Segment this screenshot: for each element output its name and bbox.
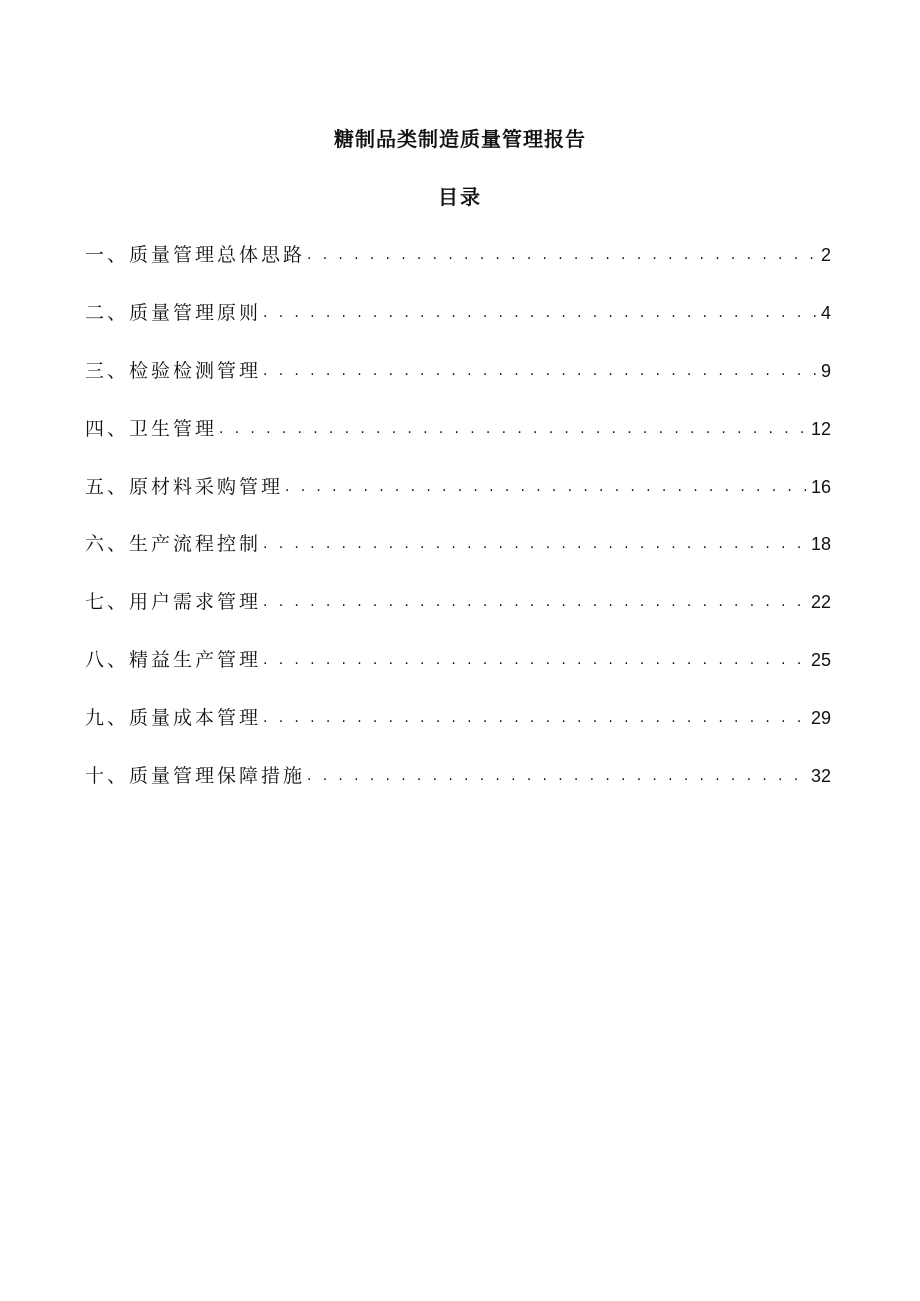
toc-entry-label: 十、质量管理保障措施 xyxy=(85,765,306,788)
toc-dot-leader xyxy=(263,527,807,559)
toc-dot-leader xyxy=(263,585,807,617)
toc-entry-label: 二、质量管理原则 xyxy=(85,301,262,324)
toc-page-number: 12 xyxy=(810,418,831,439)
toc-entry[interactable] xyxy=(85,645,831,675)
toc-entry[interactable] xyxy=(85,529,831,559)
toc-entry[interactable] xyxy=(85,356,831,386)
toc-entry-label: 四、卫生管理 xyxy=(85,417,218,440)
toc-entry[interactable] xyxy=(85,703,831,733)
toc-dot-leader xyxy=(263,643,807,675)
toc-page-number: 25 xyxy=(810,650,831,671)
toc-entry-label: 七、用户需求管理 xyxy=(85,591,262,614)
toc-entry[interactable] xyxy=(85,472,831,502)
toc-entry[interactable] xyxy=(85,298,831,328)
toc-page-number: 9 xyxy=(820,360,831,381)
toc-dot-leader xyxy=(307,759,807,791)
toc-page-number: 22 xyxy=(810,592,831,613)
toc-dot-leader xyxy=(307,238,817,270)
toc-entry[interactable] xyxy=(85,240,831,270)
toc-entry-label: 九、质量成本管理 xyxy=(85,707,262,730)
table-of-contents xyxy=(85,240,831,819)
toc-entry-label: 八、精益生产管理 xyxy=(85,649,262,672)
toc-page-number: 18 xyxy=(810,534,831,555)
toc-entry-label: 五、原材料采购管理 xyxy=(85,475,284,498)
toc-dot-leader xyxy=(285,470,807,502)
document-title: 糖制品类制造质量管理报告 xyxy=(334,127,586,151)
toc-page-number: 29 xyxy=(810,708,831,729)
toc-dot-leader xyxy=(219,412,807,444)
toc-entry-label: 一、质量管理总体思路 xyxy=(85,244,306,266)
toc-page-number: 32 xyxy=(810,766,831,787)
toc-heading: 目录 xyxy=(438,185,482,209)
toc-entry[interactable] xyxy=(85,414,831,444)
toc-dot-leader xyxy=(263,354,817,386)
toc-dot-leader xyxy=(263,701,807,733)
toc-page-number: 16 xyxy=(810,476,831,497)
toc-entry[interactable] xyxy=(85,761,831,791)
toc-page-number: 2 xyxy=(820,245,831,265)
toc-page-number: 4 xyxy=(820,302,831,323)
toc-entry-label: 三、检验检测管理 xyxy=(85,359,262,382)
toc-dot-leader xyxy=(263,296,817,328)
toc-entry-label: 六、生产流程控制 xyxy=(85,533,262,556)
toc-entry[interactable] xyxy=(85,587,831,617)
